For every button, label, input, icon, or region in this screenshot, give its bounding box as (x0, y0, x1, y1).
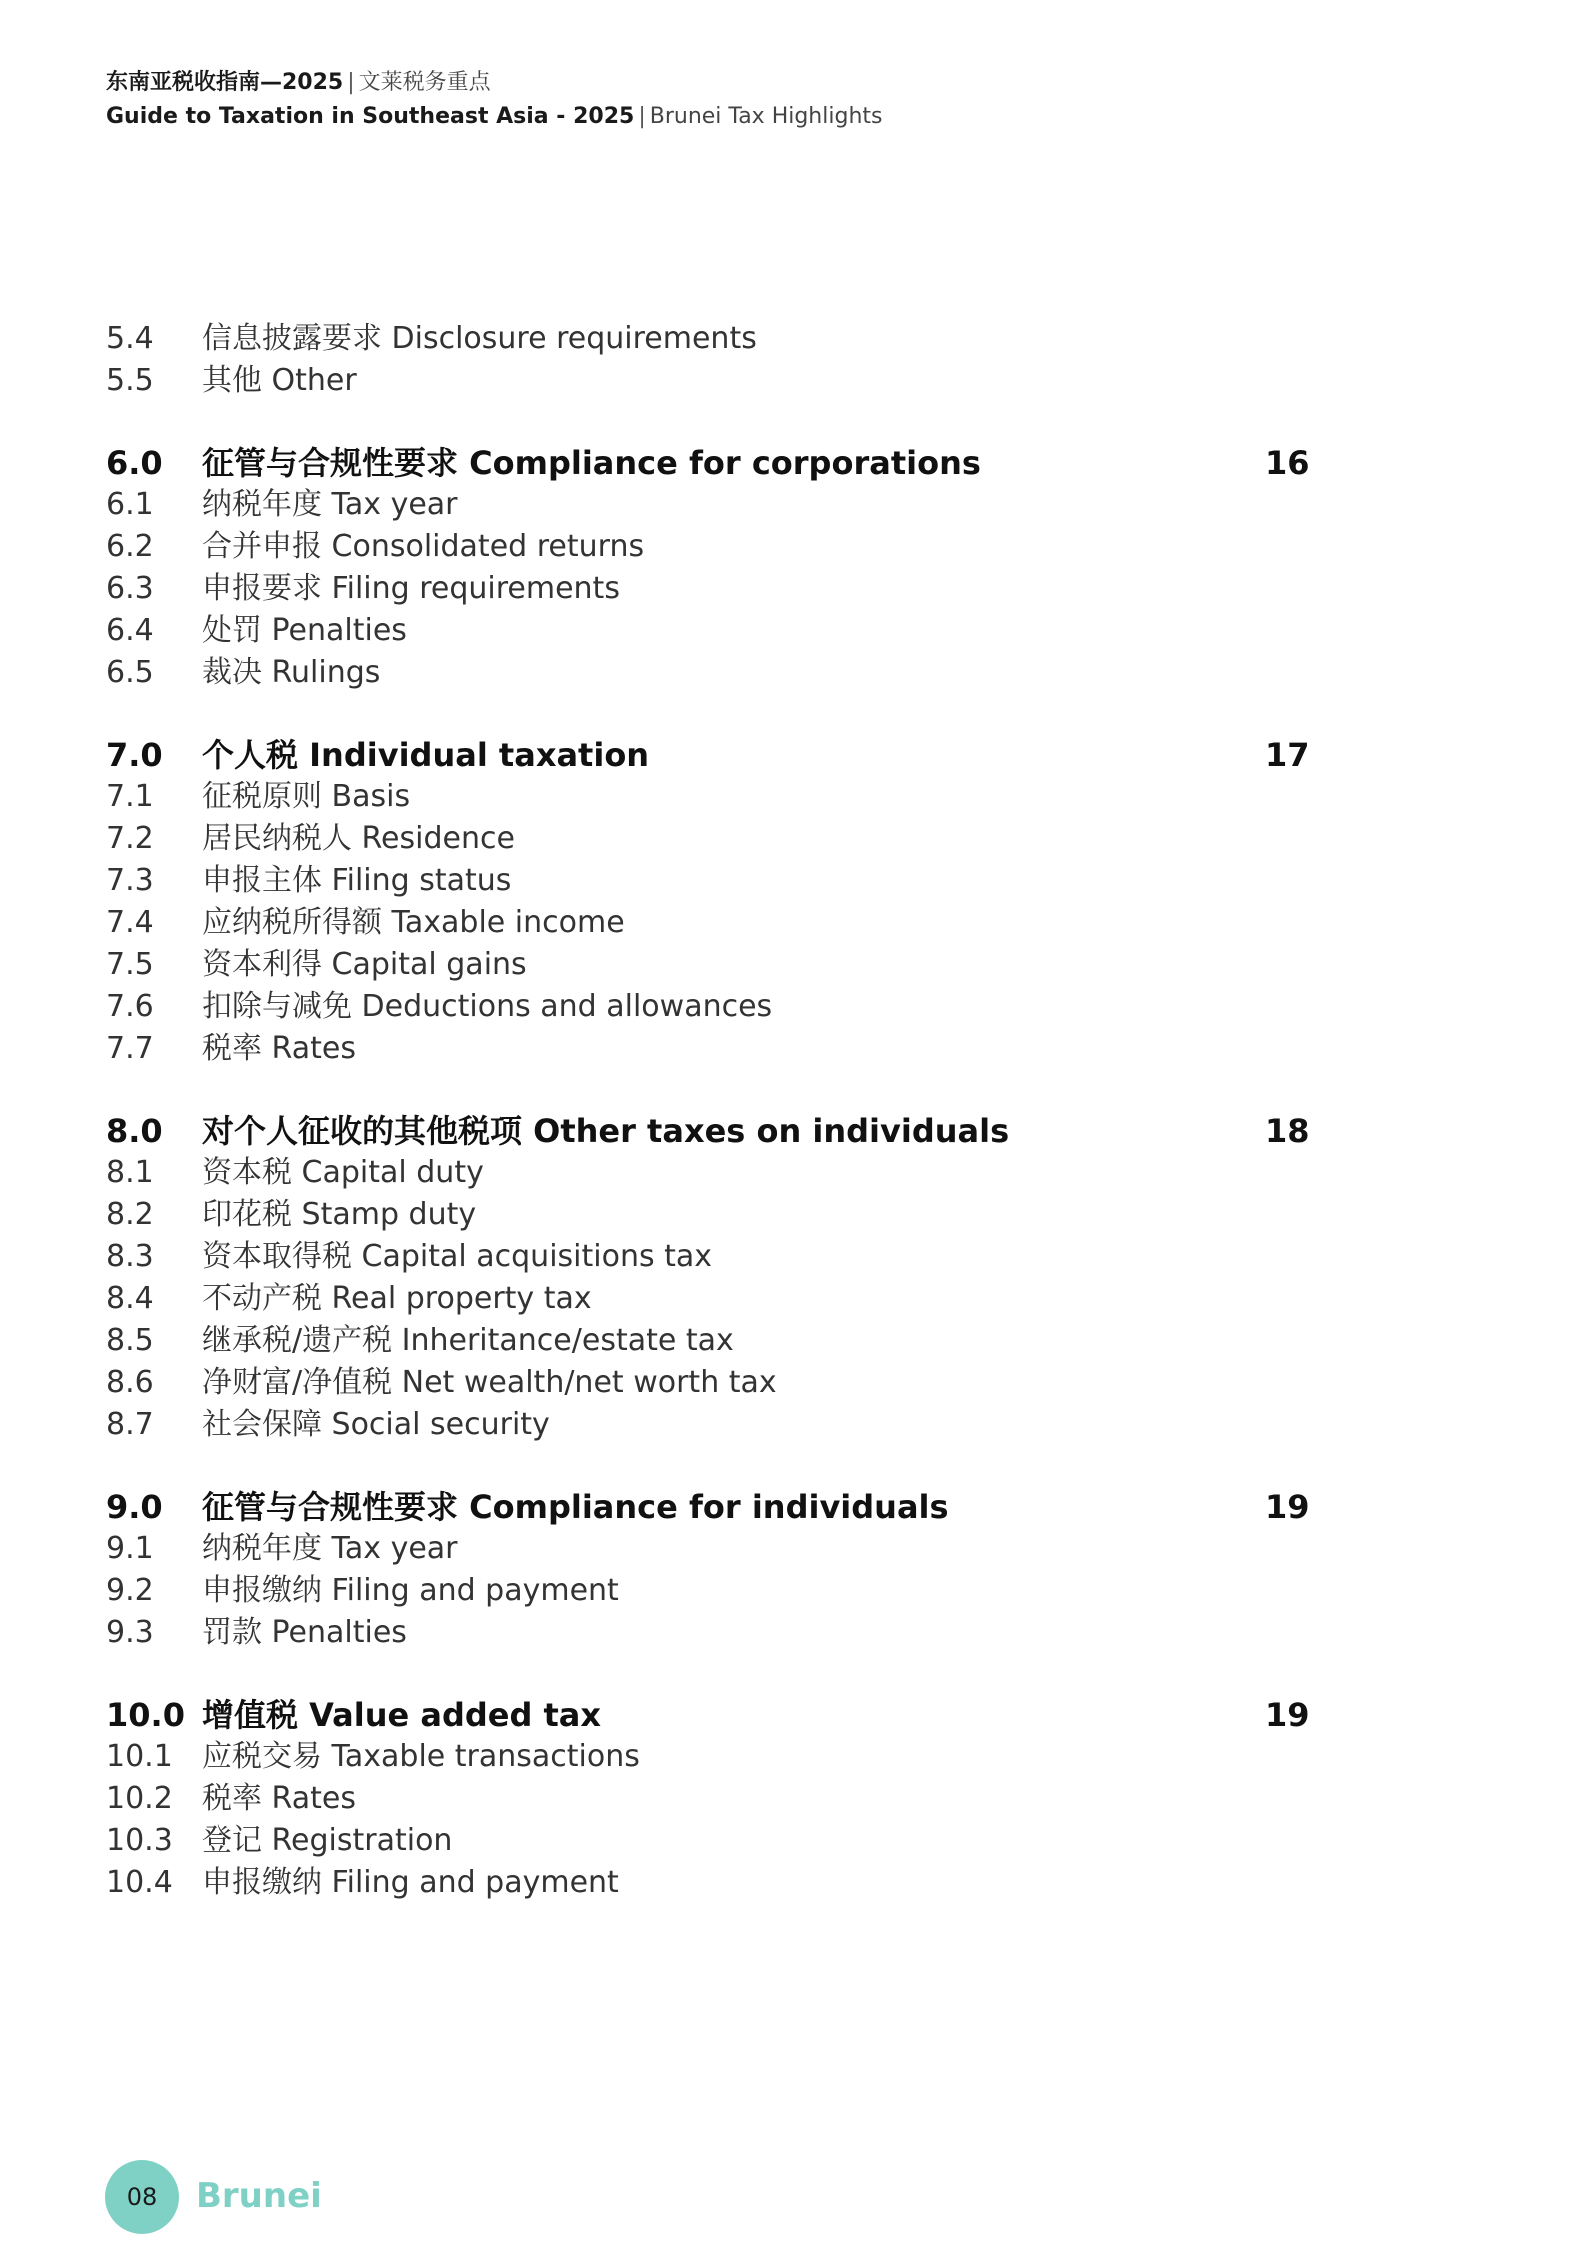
toc-item[interactable] (106, 902, 1306, 944)
toc-item[interactable] (106, 1320, 1306, 1362)
toc-item-title: 居民纳税人 Residence (202, 821, 515, 856)
page-number: 08 (126, 2183, 158, 2211)
toc-section-7 (106, 734, 1310, 1070)
toc-item-title: 申报要求 Filing requirements (202, 571, 620, 606)
toc-item-number: 10.3 (106, 1823, 173, 1858)
toc-item-title: 处罚 Penalties (202, 613, 407, 648)
toc-item-number: 5.5 (106, 363, 154, 398)
toc-item-number: 7.4 (106, 905, 154, 940)
toc-section-title: 征管与合规性要求 Compliance for corporations (202, 444, 981, 482)
toc-section-heading[interactable] (106, 442, 1310, 484)
header-en-line (106, 100, 882, 134)
toc-item[interactable] (106, 484, 1306, 526)
toc-item[interactable] (106, 652, 1306, 694)
toc-item-number: 8.2 (106, 1197, 154, 1232)
toc-item[interactable] (106, 1612, 1306, 1654)
toc-item-number: 7.2 (106, 821, 154, 856)
toc-item-title: 罚款 Penalties (202, 1615, 407, 1650)
toc-item-number: 5.4 (106, 321, 154, 356)
toc-item-title: 纳税年度 Tax year (202, 487, 458, 522)
toc-item-title: 资本税 Capital duty (202, 1155, 484, 1190)
toc-item-title: 申报缴纳 Filing and payment (202, 1865, 619, 1900)
toc-item[interactable] (106, 1862, 1306, 1904)
toc-item-number: 6.3 (106, 571, 154, 606)
toc-section-title: 征管与合规性要求 Compliance for individuals (202, 1488, 949, 1526)
toc-section-number: 7.0 (106, 736, 163, 774)
toc-item[interactable] (106, 360, 1306, 402)
toc-item[interactable] (106, 1236, 1306, 1278)
toc-item[interactable] (106, 1404, 1306, 1446)
toc-item-title: 应纳税所得额 Taxable income (202, 905, 625, 940)
toc-section-number: 6.0 (106, 444, 163, 482)
toc-item-number: 9.1 (106, 1531, 154, 1566)
header-cn-title: 东南亚税收指南—2025 (106, 70, 344, 95)
toc-item-number: 8.4 (106, 1281, 154, 1316)
toc-item-number: 8.5 (106, 1323, 154, 1358)
toc-section-heading[interactable] (106, 734, 1310, 776)
toc-item-title: 继承税/遗产税 Inheritance/estate tax (202, 1323, 734, 1358)
toc-section-9 (106, 1486, 1310, 1654)
toc-item[interactable] (106, 318, 1306, 360)
toc-item-number: 7.6 (106, 989, 154, 1024)
toc-item[interactable] (106, 1152, 1306, 1194)
toc-item[interactable] (106, 860, 1306, 902)
toc-item-title: 资本利得 Capital gains (202, 947, 527, 982)
toc-item-number: 9.3 (106, 1615, 154, 1650)
toc-section-number: 8.0 (106, 1112, 163, 1150)
toc-item-title: 裁决 Rulings (202, 655, 381, 690)
header-en-subtitle: Brunei Tax Highlights (649, 104, 883, 129)
toc-item-number: 8.6 (106, 1365, 154, 1400)
toc-page-number: 19 (1265, 1696, 1310, 1734)
toc-section-title: 对个人征收的其他税项 Other taxes on individuals (202, 1112, 1010, 1150)
toc-page-number: 19 (1265, 1488, 1310, 1526)
table-of-contents (106, 318, 1310, 1944)
toc-section-6 (106, 442, 1310, 694)
toc-item-number: 6.4 (106, 613, 154, 648)
toc-item[interactable] (106, 818, 1306, 860)
page-header (106, 66, 882, 134)
toc-item[interactable] (106, 1820, 1306, 1862)
header-cn-line (106, 66, 882, 100)
toc-item-title: 申报主体 Filing status (202, 863, 512, 898)
toc-item-title: 资本取得税 Capital acquisitions tax (202, 1239, 713, 1274)
toc-item-title: 税率 Rates (202, 1031, 356, 1066)
toc-item-number: 6.5 (106, 655, 154, 690)
toc-section-heading[interactable] (106, 1486, 1310, 1528)
toc-section-heading[interactable] (106, 1694, 1310, 1736)
toc-item[interactable] (106, 1736, 1306, 1778)
toc-item-title: 不动产税 Real property tax (202, 1281, 592, 1316)
toc-item[interactable] (106, 1570, 1306, 1612)
header-separator: | (638, 104, 646, 129)
toc-section-title: 个人税 Individual taxation (202, 736, 650, 774)
toc-item-number: 9.2 (106, 1573, 154, 1608)
toc-item-number: 10.4 (106, 1865, 173, 1900)
toc-item-number: 8.7 (106, 1407, 154, 1442)
toc-section-number: 9.0 (106, 1488, 163, 1526)
toc-item[interactable] (106, 986, 1306, 1028)
toc-section-8 (106, 1110, 1310, 1446)
toc-item-number: 8.1 (106, 1155, 154, 1190)
toc-section-heading[interactable] (106, 1110, 1310, 1152)
toc-item-number: 10.2 (106, 1781, 173, 1816)
toc-item[interactable] (106, 1362, 1306, 1404)
toc-item[interactable] (106, 944, 1306, 986)
toc-item-number: 10.1 (106, 1739, 173, 1774)
toc-item[interactable] (106, 1528, 1306, 1570)
toc-section-10 (106, 1694, 1310, 1904)
page-number-badge (105, 2160, 179, 2234)
toc-item-title: 应税交易 Taxable transactions (202, 1739, 640, 1774)
toc-item-number: 7.1 (106, 779, 154, 814)
toc-item-title: 信息披露要求 Disclosure requirements (202, 321, 757, 356)
toc-item-number: 6.1 (106, 487, 154, 522)
toc-item-number: 7.7 (106, 1031, 154, 1066)
toc-item[interactable] (106, 526, 1306, 568)
toc-item-title: 社会保障 Social security (202, 1407, 550, 1442)
toc-item[interactable] (106, 1778, 1306, 1820)
toc-section-5 (106, 318, 1306, 402)
header-cn-subtitle: 文莱税务重点 (358, 70, 491, 95)
toc-section-number: 10.0 (106, 1696, 185, 1734)
toc-item-number: 6.2 (106, 529, 154, 564)
toc-item-title: 税率 Rates (202, 1781, 356, 1816)
toc-item-title: 登记 Registration (202, 1823, 453, 1858)
toc-item[interactable] (106, 610, 1306, 652)
toc-item[interactable] (106, 1028, 1306, 1070)
toc-item[interactable] (106, 776, 1306, 818)
header-en-title: Guide to Taxation in Southeast Asia - 2025 (106, 104, 635, 129)
toc-section-title: 增值税 Value added tax (202, 1696, 602, 1734)
toc-item-number: 7.3 (106, 863, 154, 898)
toc-item-title: 征税原则 Basis (202, 779, 411, 814)
toc-item-title: 纳税年度 Tax year (202, 1531, 458, 1566)
toc-item-number: 8.3 (106, 1239, 154, 1274)
toc-item[interactable] (106, 1194, 1306, 1236)
toc-page-number: 18 (1265, 1112, 1310, 1150)
toc-item-title: 扣除与减免 Deductions and allowances (202, 989, 773, 1024)
toc-item[interactable] (106, 568, 1306, 610)
toc-page-number: 17 (1265, 736, 1310, 774)
footer-country-label: Brunei (196, 2176, 322, 2216)
toc-item-number: 7.5 (106, 947, 154, 982)
toc-item-title: 印花税 Stamp duty (202, 1197, 477, 1232)
toc-page-number: 16 (1265, 444, 1310, 482)
toc-item[interactable] (106, 1278, 1306, 1320)
toc-item-title: 净财富/净值税 Net wealth/net worth tax (202, 1365, 777, 1400)
header-separator: | (347, 70, 355, 95)
toc-item-title: 其他 Other (202, 363, 357, 398)
toc-item-title: 合并申报 Consolidated returns (202, 529, 645, 564)
toc-item-title: 申报缴纳 Filing and payment (202, 1573, 619, 1608)
